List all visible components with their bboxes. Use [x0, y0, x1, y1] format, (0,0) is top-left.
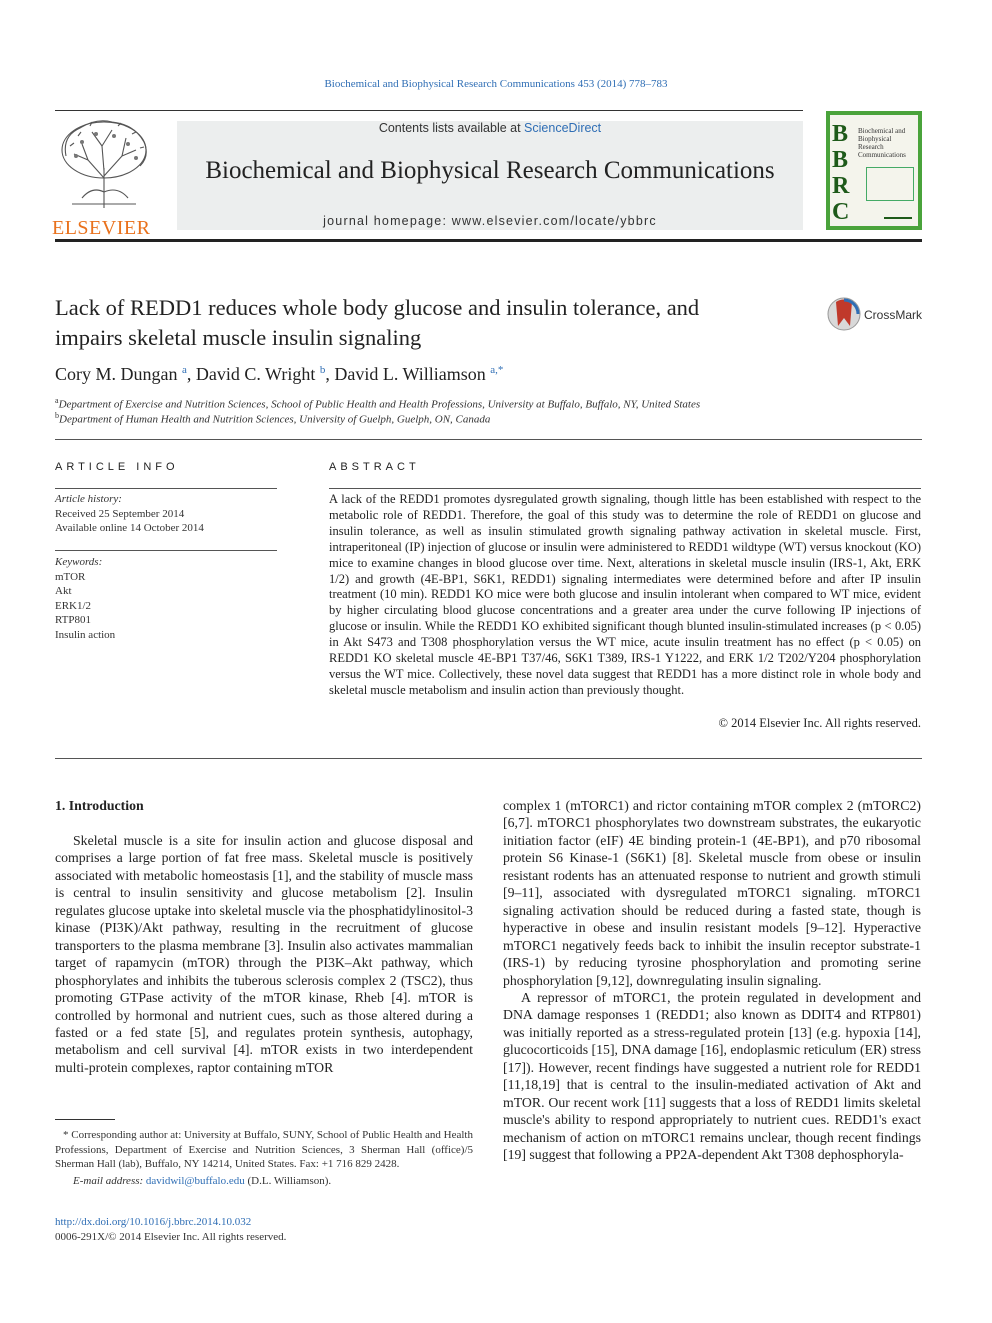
- author-affiliation-mark[interactable]: a,*: [490, 364, 504, 376]
- journal-title: Biochemical and Biophysical Research Communications: [205, 157, 775, 184]
- article-info-divider: [55, 488, 277, 489]
- keywords: [55, 555, 277, 642]
- cover-bar: [884, 217, 912, 219]
- received-date: Received 25 September 2014: [55, 507, 185, 520]
- affiliation-mark: a: [55, 396, 59, 405]
- journal-citation[interactable]: Biochemical and Biophysical Research Communications 453 (2014) 778–783: [324, 78, 668, 90]
- corresponding-author-note: [55, 1128, 473, 1188]
- keyword: ERK1/2: [55, 599, 92, 612]
- cover-letter: C: [832, 199, 850, 225]
- affiliation: [55, 411, 490, 426]
- cover-letter: B: [832, 121, 849, 147]
- author-separator: ,: [325, 364, 335, 384]
- section-heading: 1. Introduction: [55, 798, 144, 813]
- abstract-divider: [329, 488, 921, 489]
- affiliation-text: Department of Exercise and Nutrition Sciences, School of Public Health and Health Professions, University at Buffalo, Buffalo, NY, United States: [58, 398, 701, 411]
- history-label: Article history:: [55, 493, 122, 505]
- body-column-left: [55, 832, 473, 1076]
- cover-letter: R: [832, 173, 850, 199]
- header-thick-divider: [55, 239, 922, 242]
- author-name[interactable]: David C. Wright: [195, 364, 316, 384]
- journal-homepage: [177, 214, 803, 228]
- author-affiliation-mark[interactable]: b: [319, 364, 326, 376]
- cover-graphic: [866, 167, 914, 201]
- homepage-prefix: journal homepage:: [323, 214, 452, 228]
- homepage-url[interactable]: www.elsevier.com/locate/ybbrc: [451, 214, 657, 228]
- keyword: mTOR: [55, 570, 86, 583]
- contents-prefix: Contents lists available at: [378, 121, 525, 135]
- email-label: E-mail address:: [73, 1174, 146, 1187]
- cover-letter: B: [832, 147, 849, 173]
- footnote-divider: [55, 1119, 115, 1120]
- author-name[interactable]: Cory M. Dungan: [55, 364, 178, 384]
- article-info-divider: [55, 550, 277, 551]
- elsevier-tree-icon: [52, 116, 156, 212]
- email-link[interactable]: davidwil@buffalo.edu: [145, 1174, 245, 1187]
- paragraph: Skeletal muscle is a site for insulin action and glucose disposal and comprises a large portion of fat free mass. Skeletal muscle is positively associated with metabolic homeostasis [1], and the stability of muscle mass is central to insulin sensitivity and glucose metabolism [2]. Insulin regulates glucose uptake into skeletal muscle via the phosphatidylinositol-3 kinase (PI3K)/Akt pathway, resulting in the recruitment of glucose transporters to the plasma membrane [3]. Insulin also activates mammalian target of rapamycin (mTOR) through the PI3K–Akt pathway, which phosphorylates and inhibits the tuberous sclerosis complex 2 (TSC2), thus promoting GTPase activity of the mTOR kinase, Rheb [4]. mTOR is controlled by hormonal and nutrient cues, such as those altered during a fasted or a fed state [5], and regulates protein synthesis, autophagy, metabolism and cell survival [4]. mTOR exists in two interdependent multi-protein complexes, raptor containing mTOR: [55, 833, 473, 1075]
- email-suffix: (D.L. Williamson).: [244, 1174, 332, 1187]
- title-line: Lack of REDD1 reduces whole body glucose and insulin tolerance, and: [55, 295, 700, 320]
- available-date: Available online 14 October 2014: [55, 522, 204, 534]
- keyword: RTP801: [55, 614, 92, 626]
- elsevier-logo[interactable]: [52, 116, 156, 239]
- abstract-heading: ABSTRACT: [329, 461, 420, 473]
- body-column-right: [503, 797, 921, 1164]
- sciencedirect-link[interactable]: ScienceDirect: [524, 121, 602, 135]
- journal-cover[interactable]: [826, 111, 922, 230]
- section-divider: [55, 439, 922, 440]
- header-divider: [55, 110, 803, 111]
- author-affiliation-mark[interactable]: a: [182, 364, 187, 376]
- title-line: impairs skeletal muscle insulin signaling: [55, 325, 422, 350]
- article-title: [55, 293, 815, 353]
- cover-letters: [832, 121, 854, 225]
- corresponding-author-text: * Corresponding author at: University at Buffalo, SUNY, School of Public Health and Health Professions, Department of Exercise and Nutrition Sciences, 3 Sherman Hall (office)/5 Sherman Hall (lab), Buffalo, NY 14214, United States. Fax: +1 716 829 2428.: [55, 1129, 473, 1170]
- abstract-copyright: © 2014 Elsevier Inc. All rights reserved.: [718, 716, 921, 730]
- keyword: Akt: [55, 585, 72, 597]
- abstract-body: A lack of the REDD1 promotes dysregulated growth signaling, though little has been established with respect to the metabolic role of REDD1. Therefore, the goal of this study was to determine the role of REDD1 on glucose and insulin tolerance, as well as insulin stimulated growth signaling pathway activation in skeletal muscle. First, intraperitoneal (IP) injection of glucose or insulin were administered to REDD1 wildtype (WT) versus knockout (KO) mice to examine changes in blood glucose over time. Next, alterations in skeletal muscle insulin (IRS-1, Akt, ERK 1/2) and growth (4E-BP1, S6K1, REDD1) signaling intermediates were determined before and after IP insulin treatment (10 min). REDD1 KO mice were both glucose and insulin intolerant when compared to WT mice, evident by higher circulating blood glucose concentrations and a greater area under the curve following IP injections of glucose or insulin. While the REDD1 KO exhibited significant though blunted insulin-stimulated increases (p < 0.05) in Akt S473 and T308 phosphorylation versus the WT mice, acute insulin treatment has no effect (p < 0.05) on REDD1 KO skeletal muscle 4E-BP1 T37/46, S6K1 T389, IRS-1 Y1222, and ERK 1/2 T202/Y204 phosphorylation versus the WT mice. Collectively, these novel data suggest that REDD1 has a more distinct role in whole body and skeletal muscle metabolism and insulin action than previously thought.: [329, 492, 921, 697]
- crossmark-badge[interactable]: [826, 296, 926, 334]
- keywords-label: Keywords:: [55, 556, 103, 568]
- cover-title: Biochemical and Biophysical Research Communications: [858, 127, 906, 159]
- affiliation: [55, 396, 700, 411]
- article-info-heading: ARTICLE INFO: [55, 461, 179, 473]
- contents-line: [177, 121, 803, 135]
- author-list: [55, 364, 503, 385]
- section-divider: [55, 758, 922, 759]
- paragraph: complex 1 (mTORC1) and rictor containing mTOR complex 2 (mTORC2) [6,7]. mTORC1 phosphorylates two downstream substrates, the eukaryotic initiation factor (eIF) 4E binding protein-1 (4E-BP1), and p70 ribosomal protein S6 Kinase-1 (S6K1) [8]. Skeletal muscle from obese or insulin resistant rodents has an attenuated response to nutrient and growth stimuli [9–11], associated with dysregulated mTORC1 signaling. mTORC1 signaling activation should be reduced during a fasted state, though is hyperactive in obese and insulin resistant models [9–12]. Hyperactive mTORC1 negatively feeds back to inhibit the insulin receptor substrate-1 (IRS-1) by reducing tyrosine phosphorylation and promoting serine phosphorylation [9,12], downregulating insulin signaling.: [503, 798, 921, 988]
- author-name[interactable]: David L. Williamson: [334, 364, 486, 384]
- paragraph: A repressor of mTORC1, the protein regulated in development and DNA damage responses 1 (REDD1; also known as DDIT4 and RTP801) was initially reported as a stress-regulated protein [13] (e.g. hypoxia [14], glucocorticoids [15], DNA damage [16], endoplasmic reticulum (ER) stress [17]). However, recent findings have suggested a nutrient role for REDD1 [11,18,19] that is central to the insulin-mediated activation of Akt and mTOR. Our recent work [11] suggests that a loss of REDD1 limits skeletal muscle's ability to respond appropriately to nutrient cues. REDD1's exact mechanism of action on mTORC1 remains unclear, though recent findings [19] suggest that following a PP2A-dependent Akt T308 dephosphoryla-: [503, 989, 921, 1163]
- crossmark-icon: [826, 296, 862, 332]
- article-history: [55, 492, 277, 536]
- keyword: Insulin action: [55, 628, 116, 641]
- author-separator: ,: [186, 364, 196, 384]
- crossmark-label: CrossMark: [864, 308, 923, 322]
- elsevier-wordmark: ELSEVIER: [52, 217, 151, 239]
- issn-line: 0006-291X/© 2014 Elsevier Inc. All rights reserved.: [55, 1231, 287, 1243]
- affiliation-text: Department of Human Health and Nutrition Sciences, University of Guelph, Guelph, ON, Canada: [59, 413, 491, 426]
- affiliation-mark: b: [55, 411, 59, 420]
- email-line: [55, 1174, 473, 1189]
- doi-link[interactable]: http://dx.doi.org/10.1016/j.bbrc.2014.10.032: [55, 1216, 252, 1228]
